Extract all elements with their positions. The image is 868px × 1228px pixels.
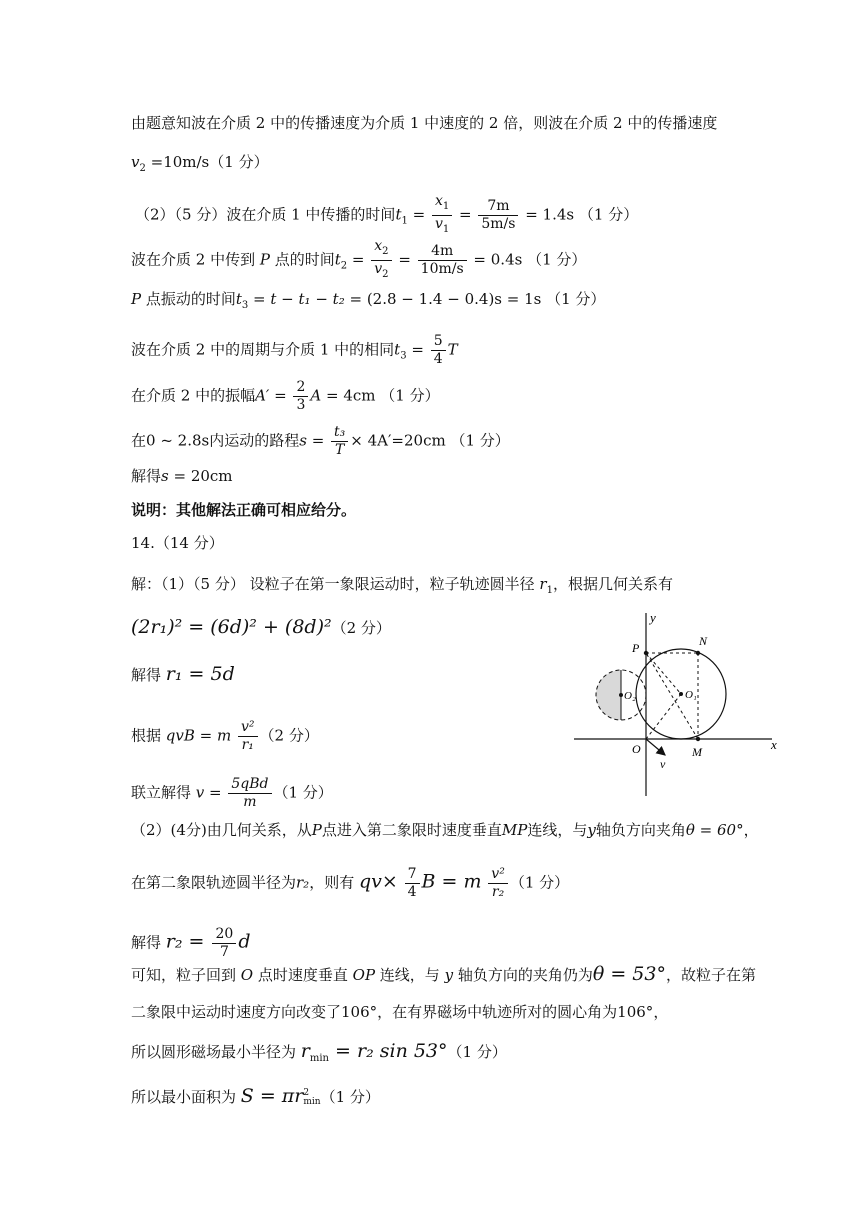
text-line-1 [131,113,717,133]
dashed-po1 [646,653,681,694]
text-line-5 [131,289,605,316]
area-superscript: 2 [303,1088,310,1098]
path-s: s [161,467,169,485]
text-line-7 [131,379,440,414]
line-17-text-c: 连线，与 [527,821,588,839]
text-line-18 [131,866,569,901]
r2-symbol: r₂ = [165,930,211,953]
line-12-text-b: ，根据几何关系有 [552,575,673,593]
force-expression: qv× [358,870,398,893]
y-symbol: y [444,966,454,984]
label-v: v [660,757,666,771]
fraction-denominator: 7 [219,944,229,960]
score-note: （1 分） [320,1088,380,1106]
fraction-5qBd-m [228,776,271,811]
text-line-2 [131,152,269,179]
label-o1: O₁ [685,689,697,701]
fraction-numerator: 20 [212,926,236,944]
point-p: P [311,821,322,839]
fraction-numerator-sub: 2 [382,245,389,257]
r-min-expression: = r₂ sin 53° [329,1040,448,1062]
angle-106-b: 106° [617,1003,654,1021]
velocity-arrow [646,739,665,755]
label-y: y [650,610,656,625]
t2-subscript: 2 [340,260,348,272]
v2-value: =10m/s（1 分） [145,153,269,171]
text-line-20 [131,964,756,985]
t3-subscript: 3 [241,300,249,311]
line-18-text-b: ，则有 [309,873,359,892]
equals-sign: = [454,205,477,224]
fraction-2-3 [293,379,308,414]
equals-sign: = [269,386,292,405]
time-range: 0 ~ 2.8s [146,431,210,450]
fraction-numerator: 4m [418,243,467,261]
t3-subscript: 3 [400,350,407,362]
line-8-result: × 4A′=20cm （1 分） [350,431,510,450]
v2-symbol: v [131,153,140,171]
score-note: （2 分） [331,619,391,637]
text-line-3 [135,193,638,238]
period-t: T [447,340,458,359]
line-15-text: 根据 [131,726,166,745]
point-n-dot [696,651,700,655]
fraction-numerator: 5 [431,333,446,351]
fraction-numerator: 2 [293,379,308,397]
label-m: M [692,745,702,759]
t1-subscript: 1 [401,215,408,227]
fraction-denominator: v [434,215,443,232]
line-20-text-e: ，故粒子在第 [665,966,756,984]
line-14-text: 解得 [131,666,166,684]
line-20-text-a: 可知，粒子回到 [131,966,241,984]
text-line-22 [131,1041,507,1069]
area-expression: S = πr [240,1085,304,1107]
line-22-text: 所以圆形磁场最小半径为 [131,1043,301,1061]
area-subscript: min [303,1097,321,1107]
line-8-text-a: 在 [131,431,147,450]
fraction-t3-T [331,424,348,459]
text-line-13 [131,617,391,638]
text-line-15 [131,719,319,754]
line-4-result: = 0.4s （1 分） [468,250,587,269]
d-symbol: d [238,930,251,953]
line-5-text: 点振动的时间 [141,290,236,308]
shaded-half-circle [596,670,621,720]
t2-symbol: t [334,250,341,269]
fraction-numerator: 7 [405,866,420,884]
dashed-oo1 [646,694,681,739]
question-14-heading: 14.（14 分） [131,534,224,552]
line-21-text-a: 二象限中运动时速度方向改变了 [131,1003,342,1021]
score-note: （1 分） [273,783,333,802]
fraction-denominator: v [374,260,383,277]
line-5-result: s = 1s （1 分） [494,290,606,308]
fraction-denominator: m [243,794,257,810]
t3-symbol: t [394,340,401,359]
min-subscript: min [309,1053,329,1064]
line-1-text: 由题意知波在介质 2 中的传播速度为介质 1 中速度的 2 倍，则波在介质 2 中的传播速度 [131,114,718,132]
score-note: （2 分） [259,726,319,745]
text-line-16 [131,776,333,811]
fraction-4m-10ms [418,243,467,278]
fraction-numerator: x [374,238,383,254]
line-17-text-d: 轴负方向夹角 [595,821,686,839]
theta-53: θ = 53° [592,963,666,985]
t3-symbol: t [235,290,242,308]
fraction-denominator-sub: 2 [382,268,389,280]
text-line-17 [131,820,759,840]
line-6-text: 波在介质 2 中的周期与介质 1 中的相同 [131,340,395,359]
equals-sign: = [406,340,429,359]
fraction-denominator: T [335,442,345,458]
line-9-text: 解得 [131,467,162,485]
line-12-text: 解：（1）（5 分） 设粒子在第一象限运动时，粒子轨迹圆半径 [131,575,540,593]
y-symbol: y [587,821,596,839]
r2-symbol: r₂ [296,873,310,892]
segment-mp: MP [501,821,528,839]
fraction-denominator: 10m/s [420,260,464,277]
label-p: P [632,641,640,655]
text-line-21 [131,1002,668,1022]
point-p: P [131,290,142,308]
line-8-text-c: 内运动的路程 [209,431,300,450]
line-17-text-a: （2）(4分)由几何关系，从 [131,821,312,839]
line-7-text: 在介质 2 中的振幅 [131,386,256,405]
fraction-denominator: r₁ [241,737,254,753]
r1-subscript: 1 [546,585,553,596]
point-m-dot [696,737,700,741]
line-4-text: 点的时间 [269,250,335,269]
t3-expression: = t − t₁ − t₂ = [248,290,367,308]
line-17-text-b: 点进入第二象限时速度垂直 [321,821,502,839]
fraction-20-7 [212,926,236,961]
force-equation: qvB = m [165,726,232,745]
path-s: s [299,431,307,450]
fraction-denominator-sub: 1 [442,223,450,235]
line-9-result: = 20cm [168,467,233,485]
line-17-text-e: ， [743,821,759,839]
label-x: x [771,737,777,752]
v-symbol: v = [195,783,227,802]
text-line-23 [131,1086,380,1107]
line-3-intro: （2）（5 分）波在介质 1 中传播的时间 [135,205,396,224]
fraction-x2-v2 [371,238,391,283]
t3-parenthesis: (2.8 − 1.4 − 0.4) [366,290,495,308]
note-line: 说明：其他解法正确可相应给分。 [131,501,357,519]
line-19-text: 解得 [131,933,166,952]
fraction-7m-5ms [478,198,518,233]
point-o2-dot [619,693,623,697]
line-18-text-a: 在第二象限轨迹圆半径为 [131,873,297,892]
point-p: P [259,250,270,269]
line-7-result: = 4cm （1 分） [321,386,440,405]
segment-op: OP [352,966,376,984]
label-o: O [632,742,641,756]
angle-106-a: 106° [341,1003,378,1021]
t1-symbol: t [395,205,402,224]
label-o2: O₂ [624,690,636,702]
geometry-equation: (2r₁)² = (6d)² + (8d)² [131,616,332,638]
point-p-dot [644,651,648,655]
fraction-denominator: 4 [433,351,443,367]
fraction-numerator-sub: 1 [442,200,450,212]
fraction-denominator: 4 [407,884,417,900]
fraction-v2-r1 [238,719,258,754]
line-21-text-c: ， [653,1003,669,1021]
r1-result: r₁ = 5d [165,663,235,685]
r-min-symbol: r [300,1040,310,1062]
text-line-9 [131,466,233,486]
line-23-text: 所以最小面积为 [131,1088,241,1106]
fraction-denominator: 5m/s [481,215,516,232]
amplitude-a: A [310,386,322,405]
text-line-14 [131,664,235,685]
force-expression-b: B = m [421,870,482,893]
point-o1-dot [679,692,683,696]
text-line-12 [131,574,673,601]
line-3-result: = 1.4s （1 分） [520,205,639,224]
equals-sign: = [407,205,430,224]
fraction-numerator: 5qBd [228,776,271,794]
equals-sign: = [306,431,330,450]
fraction-numerator: v² [238,719,258,737]
fraction-numerator: t₃ [331,424,348,442]
line-20-text-c: 连线，与 [375,966,445,984]
text-line-6 [131,333,458,368]
label-n: N [699,634,708,648]
theta-60: θ = 60° [685,821,744,839]
line-16-text: 联立解得 [131,783,196,802]
line-20-text-b: 点时速度垂直 [253,966,353,984]
fraction-v2-r2 [488,866,508,901]
amplitude-a-prime: A′ [255,386,270,405]
fraction-x1-v1 [432,193,452,238]
fraction-numerator: x [434,193,443,209]
score-note: （1 分） [509,873,570,892]
fraction-denominator: r₂ [491,884,505,900]
text-line-4 [131,238,586,283]
score-note: （1 分） [447,1043,507,1061]
fraction-5-4 [431,333,446,368]
fraction-denominator: 3 [296,397,306,413]
text-line-8 [131,424,510,459]
fraction-numerator: v² [488,866,508,884]
r1-symbol: r [539,575,547,593]
point-o: O [240,966,254,984]
trajectory-diagram [572,608,788,798]
line-20-text-d: 轴负方向的夹角仍为 [453,966,593,984]
v2-subscript: 2 [139,163,146,174]
fraction-7-4 [405,866,420,901]
fraction-numerator: 7m [478,198,518,216]
line-4-intro: 波在介质 2 中传到 [131,250,260,269]
equals-sign: = [347,250,370,269]
line-21-text-b: ，在有界磁场中轨迹所对的圆心角为 [377,1003,618,1021]
equals-sign: = [393,250,416,269]
text-line-19 [131,926,250,961]
